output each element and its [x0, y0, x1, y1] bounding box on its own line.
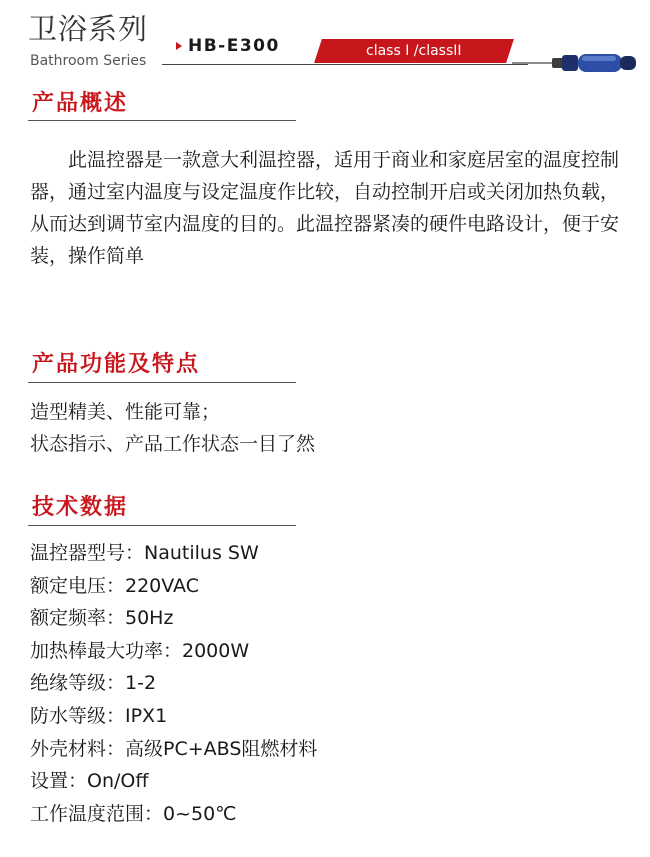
features-title: 产品功能及特点: [32, 352, 201, 377]
features-divider: [28, 382, 296, 383]
list-item: 造型精美、性能可靠；: [30, 401, 221, 423]
arrow-right-icon: [176, 42, 182, 50]
list-item: 工作温度范围：0~50℃: [30, 802, 237, 825]
overview-title: 产品概述: [32, 91, 129, 116]
specs-divider: [28, 525, 296, 526]
header-divider: [162, 64, 528, 65]
overview-text: 此温控器是一款意大利温控器，适用于商业和家庭居室的温度控制器，通过室内温度与设定温度作比较，自动控制开启或关闭加热负载，从而达到调节室内温度的目的。此温控器紧凑的硬件电路设计，便于安装，操作简单: [30, 149, 620, 267]
specs-list: [30, 537, 317, 830]
features-list: [30, 396, 315, 460]
series-title-en: Bathroom Series: [30, 53, 147, 69]
model-number: HB-E300: [188, 36, 280, 56]
list-item: 绝缘等级：1-2: [30, 672, 157, 695]
specs-title: 技术数据: [32, 495, 129, 520]
list-item: 外壳材料：高级PC+ABS阻燃材料: [30, 737, 318, 760]
series-title-cn: 卫浴系列: [28, 12, 149, 46]
overview-divider: [28, 120, 296, 121]
class-badge-label: class I /classII: [366, 43, 462, 59]
list-item: 温控器型号：Nautilus SW: [30, 542, 259, 564]
list-item: 状态指示、产品工作状态一目了然: [30, 433, 316, 455]
screwdriver-icon: [512, 44, 640, 84]
page-header: [0, 0, 650, 80]
list-item: 额定频率：50Hz: [30, 607, 174, 630]
list-item: 设置：On/Off: [30, 770, 149, 793]
list-item: 防水等级：IPX1: [30, 704, 168, 727]
list-item: 加热棒最大功率：2000W: [30, 639, 250, 662]
class-badge: [314, 39, 514, 63]
list-item: 额定电压：220VAC: [30, 574, 199, 597]
